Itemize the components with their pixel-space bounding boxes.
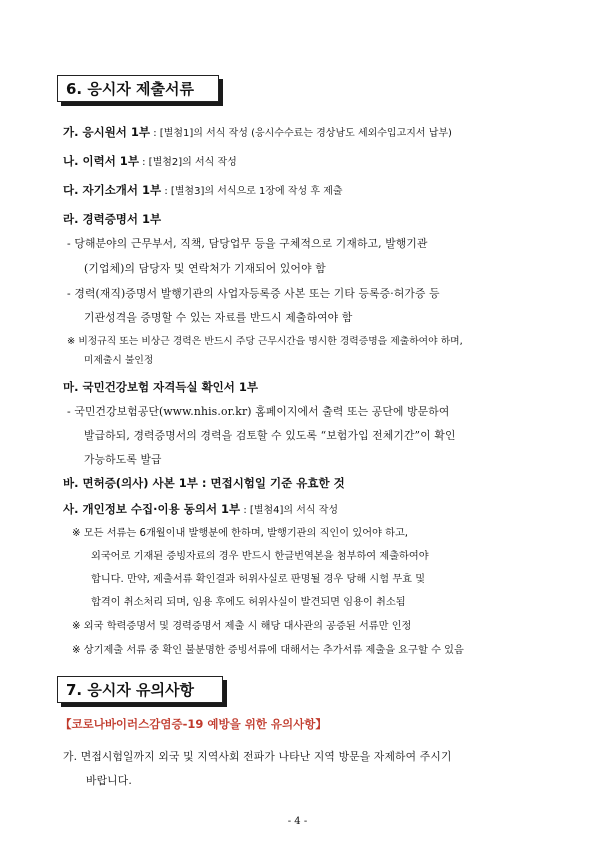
item-sa-rest: : [별첨4]의 서식 작성 — [240, 505, 339, 516]
note-line-6: ※ 상기제출 서류 중 확인 불분명한 증빙서류에 대해서는 추가서류 제출을 요구할 수 있음 — [72, 645, 464, 656]
note-line-4: 합격이 취소처리 되며, 임용 후에도 허위사실이 발견되면 임용이 취소됨 — [91, 597, 406, 608]
item-ma — [63, 380, 258, 395]
career-note-1: ※ 비정규직 또는 비상근 경력은 반드시 주당 근무시간을 명시한 경력증명을 제출하여야 하며, — [67, 336, 463, 347]
item-sa-head: 사. 개인정보 수집·이용 동의서 1부 — [63, 502, 241, 516]
item-ba-head: 바. 면허증(의사) 사본 1부 — [63, 476, 198, 490]
covid-notice-title: 【코로나바이러스감염증-19 예방을 위한 유의사항】 — [60, 717, 327, 731]
career-line-1: - 당해분야의 근무부서, 직책, 담당업무 등을 구체적으로 기재하고, 발행기관 — [67, 237, 428, 250]
item-ga — [63, 125, 452, 141]
page-number: - 4 - — [287, 816, 308, 827]
section-6-title: 6. 응시자 제출서류 — [57, 75, 219, 102]
item-ra-head: 라. 경력증명서 1부 — [63, 212, 162, 226]
note-line-1: ※ 모든 서류는 6개월이내 발행분에 한하며, 발행기관의 직인이 있어야 하고, — [72, 528, 409, 539]
section-7-line-1: 가. 면접시험일까지 외국 및 지역사회 전파가 나타난 지역 방문을 자제하여 주시기 — [63, 750, 452, 763]
section-7-title: 7. 응시자 유의사항 — [57, 676, 223, 703]
item-na — [63, 154, 237, 170]
item-da-rest: : [별첨3]의 서식으로 1장에 작성 후 제출 — [161, 186, 343, 197]
item-ma-head: 마. 국민건강보험 자격득실 확인서 1부 — [63, 380, 259, 394]
note-line-2: 외국어로 기재된 증빙자료의 경우 반드시 한글번역본을 첨부하여 제출하여야 — [91, 551, 429, 562]
item-ba-rest: : 면접시험일 기준 유효한 것 — [197, 476, 345, 490]
career-line-2: (기업체)의 담당자 및 연락처가 기재되어 있어야 함 — [84, 262, 326, 275]
insurance-line-2: 발급하되, 경력증명서의 경력을 검토할 수 있도록 “보험가입 전체기간”이 확인 — [84, 429, 456, 442]
career-line-3: - 경력(재직)증명서 발행기관의 사업자등록증 사본 또는 기타 등록증·허가증 등 — [67, 287, 440, 300]
insurance-line-1: - 국민건강보험공단(www.nhis.or.kr) 홈페이지에서 출력 또는 공단에 방문하여 — [67, 405, 450, 418]
item-sa — [63, 502, 338, 518]
section-7-line-2: 바랍니다. — [86, 774, 132, 787]
note-line-5: ※ 외국 학력증명서 및 경력증명서 제출 시 해당 대사관의 공증된 서류만 인정 — [72, 621, 412, 632]
item-na-rest: : [별첨2]의 서식 작성 — [138, 157, 237, 168]
insurance-line-3: 가능하도록 발급 — [84, 453, 162, 466]
item-ga-rest: : [별첨1]의 서식 작성 (응시수수료는 경상남도 세외수입고지서 납부) — [150, 128, 452, 139]
item-ga-head: 가. 응시원서 1부 — [63, 125, 151, 139]
item-ra — [63, 212, 161, 227]
item-na-head: 나. 이력서 1부 — [63, 154, 139, 168]
item-da — [63, 183, 343, 199]
note-line-3: 합니다. 만약, 제출서류 확인결과 허위사실로 판명될 경우 당해 시험 무효 및 — [91, 574, 426, 585]
career-line-4: 기관성격을 증명할 수 있는 자료를 반드시 제출하여야 함 — [84, 311, 353, 324]
item-ba — [63, 476, 345, 491]
career-note-2: 미제출시 불인정 — [84, 355, 154, 366]
item-da-head: 다. 자기소개서 1부 — [63, 183, 162, 197]
